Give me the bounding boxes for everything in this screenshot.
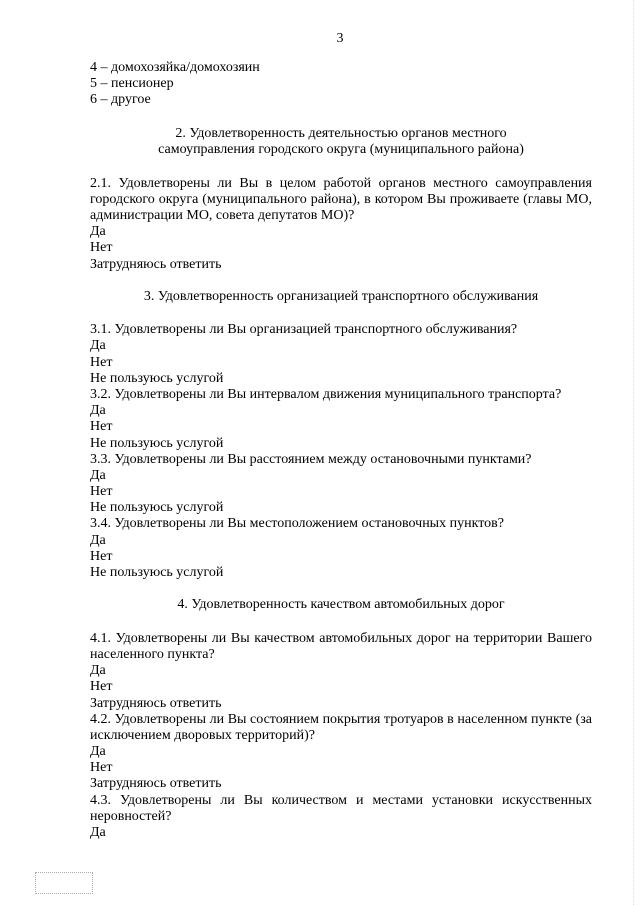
option-line: 5 – пенсионер: [90, 76, 174, 92]
answer-option: Да: [90, 825, 106, 841]
answer-option: Не пользуюсь услугой: [90, 565, 224, 581]
question-text: 3.3. Удовлетворены ли Вы расстоянием между остановочными пунктами?: [90, 451, 532, 467]
intro-options: [90, 60, 592, 109]
section-title: 4. Удовлетворенность качеством автомобильных дорог: [177, 597, 505, 613]
answer-option: Да: [90, 224, 106, 240]
answer-option: Нет: [90, 760, 113, 776]
question-text: 3.1. Удовлетворены ли Вы организацией транспортного обслуживания?: [90, 322, 518, 338]
option-line: 6 – другое: [90, 92, 151, 108]
answer-option: Да: [90, 338, 106, 354]
section-3: [90, 289, 592, 582]
scan-edge-artifact: [632, 0, 634, 905]
question-text: 2.1. Удовлетворены ли Вы в целом работой органов местного самоуправления городского округа (муниципального района), в котором Вы проживаете (главы МО, администрации МО, совета депутатов МО)?: [90, 175, 592, 223]
answer-option: Да: [90, 467, 106, 483]
question-text: 4.1. Удовлетворены ли Вы качеством автомобильных дорог на территории Вашего населенного пункта?: [90, 630, 592, 662]
section-title: 2. Удовлетворенность деятельностью органов местного: [175, 125, 507, 141]
answer-option: Затрудняюсь ответить: [90, 776, 222, 792]
answer-option: Не пользуюсь услугой: [90, 435, 224, 451]
question-text: 3.2. Удовлетворены ли Вы интервалом движения муниципального транспорта?: [90, 386, 562, 402]
answer-option: Затрудняюсь ответить: [90, 256, 222, 272]
answer-option: Да: [90, 532, 106, 548]
answer-option: Затрудняюсь ответить: [90, 695, 222, 711]
answer-option: Нет: [90, 484, 113, 500]
answer-option: Не пользуюсь услугой: [90, 370, 224, 386]
option-line: 4 – домохозяйка/домохозяин: [90, 60, 260, 75]
answer-option: Не пользуюсь услугой: [90, 500, 224, 516]
answer-option: Нет: [90, 548, 113, 564]
section-title: 3. Удовлетворенность организацией транспортного обслуживания: [143, 288, 539, 304]
page-number: 3: [336, 31, 344, 46]
scan-stamp-mark: [35, 872, 93, 894]
answer-option: Нет: [90, 240, 113, 256]
question-text: 3.4. Удовлетворены ли Вы местоположением остановочных пунктов?: [90, 516, 504, 532]
question-text: 4.2. Удовлетворены ли Вы состоянием покрытия тротуаров в населенном пункте (за исключением дворовых территорий)?: [90, 711, 592, 743]
section-title: самоуправления городского округа (муниципального района): [158, 142, 524, 158]
answer-option: Да: [90, 663, 106, 679]
answer-option: Да: [90, 744, 106, 760]
section-2: [90, 126, 592, 273]
section-4: [90, 597, 592, 841]
document-body: [90, 60, 592, 841]
answer-option: Нет: [90, 419, 113, 435]
answer-option: Да: [90, 403, 106, 419]
answer-option: Нет: [90, 679, 113, 695]
question-text: 4.3. Удовлетворены ли Вы количеством и местами установки искусственных неровностей?: [90, 792, 592, 824]
answer-option: Нет: [90, 354, 113, 370]
